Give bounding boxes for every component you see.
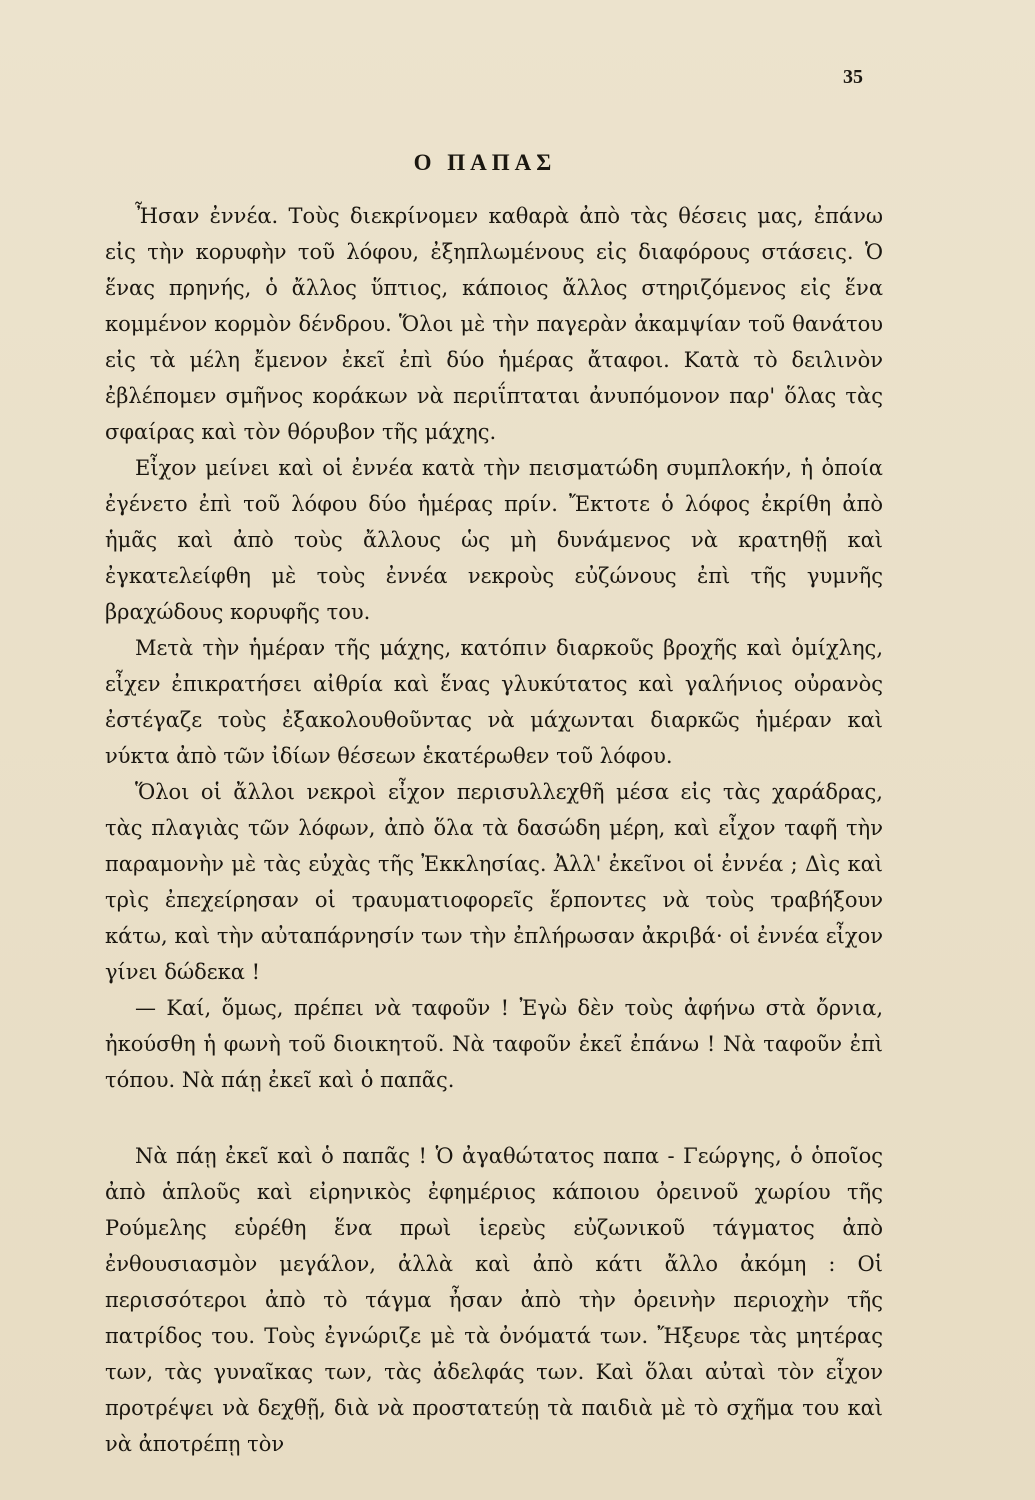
paragraph: Μετὰ τὴν ἡμέραν τῆς μάχης, κατόπιν διαρκοῦς βροχῆς καὶ ὁμίχλης, εἶχεν ἐπικρατήσει αἰθρία καὶ ἕνας γλυκύτατος καὶ γαλήνιος οὐρανὸς ἐστέγαζε τοὺς ἐξακολουθοῦντας νὰ μάχωνται διαρκῶς ἡμέραν καὶ νύκτα ἀπὸ τῶν ἰδίων θέσεων ἑκατέρωθεν τοῦ λόφου. xyxy=(105,636,883,768)
paragraph: Εἶχον μείνει καὶ οἱ ἐννέα κατὰ τὴν πεισματώδη συμπλοκήν, ἡ ὁποία ἐγένετο ἐπὶ τοῦ λόφου δύο ἡμέρας πρίν. Ἔκτοτε ὁ λόφος ἐκρίθη ἀπὸ ἡμᾶς καὶ ἀπὸ τοὺς ἄλλους ὡς μὴ δυνάμενος νὰ κρατηθῇ καὶ ἐγκατελείφθη μὲ τοὺς ἐννέα νεκροὺς εὐζώνους ἐπὶ τῆς γυμνῆς βραχώδους κορυφῆς του. xyxy=(105,456,883,624)
chapter-title: Ο ΠΑΠΑΣ xyxy=(413,150,557,175)
paragraph: Ὅλοι οἱ ἄλλοι νεκροὶ εἶχον περισυλλεχθῆ μέσα εἰς τὰς χαράδρας, τὰς πλαγιὰς τῶν λόφων, ἀπὸ ὅλα τὰ δασώδη μέρη, καὶ εἶχον ταφῆ τὴν παραμονὴν μὲ τὰς εὐχὰς τῆς Ἐκκλησίας. Ἀλλ' ἐκεῖνοι οἱ ἐννέα ; Δὶς καὶ τρὶς ἐπεχείρησαν οἱ τραυματιοφορεῖς ἕρποντες νὰ τοὺς τραβήξουν κάτω, καὶ τὴν αὐταπάρνησίν των τὴν ἐπλήρωσαν ἀκριβά· οἱ ἐννέα εἶχον γίνει δώδεκα ! xyxy=(105,780,883,984)
paragraph: Ἦσαν ἐννέα. Τοὺς διεκρίνομεν καθαρὰ ἀπὸ τὰς θέσεις μας, ἐπάνω εἰς τὴν κορυφὴν τοῦ λόφου, ἐξηπλωμένους εἰς διαφόρους στάσεις. Ὁ ἕνας πρηνής, ὁ ἄλλος ὕπτιος, κάποιος ἄλλος στηριζόμενος εἰς ἕνα κομμένον κορμὸν δένδρου. Ὅλοι μὲ τὴν παγερὰν ἀκαμψίαν τοῦ θανάτου εἰς τὰ μέλη ἔμενον ἐκεῖ ἐπὶ δύο ἡμέρας ἄταφοι. Κατὰ τὸ δειλινὸν ἐβλέπομεν σμῆνος κοράκων νὰ περιΐπταται ἀνυπόμονον παρ' ὅλας τὰς σφαίρας καὶ τὸν θόρυβον τῆς μάχης. xyxy=(105,204,883,444)
paragraph: — Καί, ὅμως, πρέπει νὰ ταφοῦν ! Ἐγὼ δὲν τοὺς ἀφήνω στὰ ὄρνια, ἠκούσθη ἡ φωνὴ τοῦ διοικητοῦ. Νὰ ταφοῦν ἐκεῖ ἐπάνω ! Νὰ ταφοῦν ἐπὶ τόπου. Νὰ πάῃ ἐκεῖ καὶ ὁ παπᾶς. xyxy=(105,996,883,1092)
paragraph: Νὰ πάῃ ἐκεῖ καὶ ὁ παπᾶς ! Ὁ ἀγαθώτατος παπα - Γεώργης, ὁ ὁποῖος ἀπὸ ἁπλοῦς καὶ εἰρηνικὸς ἐφημέριος κάποιου ὀρεινοῦ χωρίου τῆς Ρούμελης εὑρέθη ἕνα πρωὶ ἱερεὺς εὐζωνικοῦ τάγματος ἀπὸ ἐνθουσιασμὸν μεγάλον, ἀλλὰ καὶ ἀπὸ κάτι ἄλλο ἀκόμη : Οἱ περισσότεροι ἀπὸ τὸ τάγμα ἦσαν ἀπὸ τὴν ὀρεινὴν περιοχὴν τῆς πατρίδος του. Τοὺς ἐγνώριζε μὲ τὰ ὀνόματά των. Ἤξευρε τὰς μητέρας των, τὰς γυναῖκας των, τὰς ἀδελφάς των. Καὶ ὅλαι αὐταὶ τὸν εἶχον προτρέψει νὰ δεχθῇ, διὰ νὰ προστατεύῃ τὰ παιδιὰ μὲ τὸ σχῆμα του καὶ νὰ ἀποτρέπῃ τὸν xyxy=(105,1144,883,1456)
body-text xyxy=(105,198,883,1462)
page-number: 35 xyxy=(843,66,863,88)
